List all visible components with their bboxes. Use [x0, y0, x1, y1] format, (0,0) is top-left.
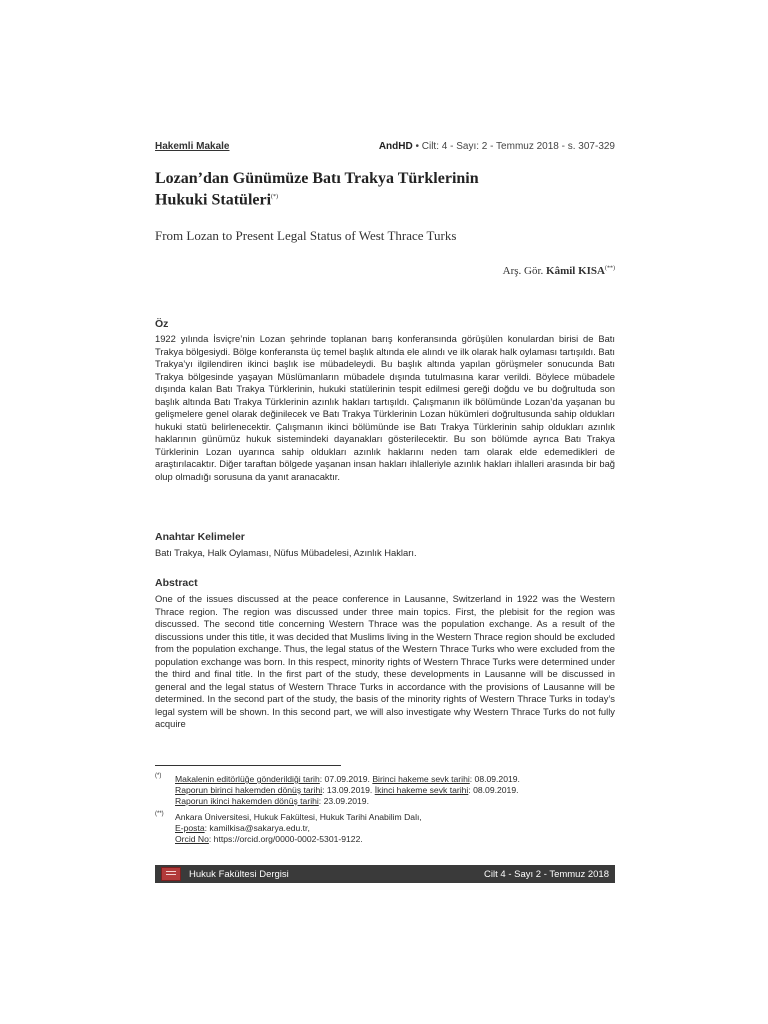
footnote-2 — [155, 812, 615, 845]
first-report-label: Raporun birinci hakemden dönüş tarihi — [175, 785, 323, 795]
author-footnote-mark: (**) — [605, 265, 615, 272]
oz-text: 1922 yılında İsviçre’nin Lozan şehrinde toplanan barış konferansında görüşülen konulardan birisi de Batı Trakya bölgesiydi. Bölge konferansta üç temel başlık altında ele alındı ve ilk olarak halk oylaması tartışıldı. Batı Trakya’yı ilgilendiren ikinci başlık ise mübadeleydi. Bu başlık altında yapılan görüşmeler sonucunda Batı Trakya bölgesinde yaşayan Müslümanların mübadele dışında tutulmasına karar verildi. Böylece mübadele dışında kalan Batı Trakya Türklerinin, hukuki statülerinin tespit edilmesi gereği doğdu ve bu doğrultuda son başlık altında Batı Trakya Türklerinin azınlık hakları tartışıldı. Çalışmanın ilk bölümünde Lozan’da yaşanan bu gelişmelere genel olarak değinilecek ve Batı Trakya Türklerinin Lozan hükümleri doğrultusunda sahip oldukları hukuki statü belirlenecektir. Çalışmanın ikinci bölümünde ise Batı Trakya Türklerinin sahip oldukları azınlık haklarının günümüz hukuk sistemindeki dayanakları gösterilecektir. Bu son bölümde ayrıca Batı Trakya Türklerinin Lozan uyarınca sahip oldukları azınlık haklarını neden tam olarak elde edemedikleri de araştırılacaktır. Diğer taraftan bölgede yaşanan insan hakları ihlalleriyle azınlık hakları ihlalleri arasında bir bağ olup olmadığı sorusuna da yanıt aranacaktır. — [155, 333, 615, 483]
paper-page — [155, 0, 615, 1024]
title-line-2: Hukuki Statüleri — [155, 191, 272, 209]
article-title — [155, 169, 555, 209]
submitted-date-label: Makalenin editörlüğe gönderildiği tarih — [175, 774, 320, 784]
author-affiliation: Ankara Üniversitesi, Hukuk Fakültesi, Hukuk Tarihi Anabilim Dalı, — [175, 812, 422, 822]
book-logo-icon — [161, 867, 181, 881]
footer-issue: Cilt 4 - Sayı 2 - Temmuz 2018 — [484, 868, 609, 880]
orcid-label: Orcid No — [175, 834, 209, 844]
keywords-text: Batı Trakya, Halk Oylaması, Nüfus Mübadelesi, Azınlık Hakları. — [155, 547, 417, 558]
second-referee-value: : 08.09.2019. — [468, 785, 519, 795]
footnote-1-mark: (*) — [155, 773, 162, 779]
footnote-1-row-3 — [175, 796, 615, 807]
running-header — [155, 138, 615, 154]
footnote-1 — [155, 774, 615, 807]
first-referee-value: : 08.09.2019. — [469, 774, 520, 784]
email-label: E-posta — [175, 823, 205, 833]
footnote-2-mark: (**) — [155, 811, 164, 817]
first-report-value: : 13.09.2019. — [322, 785, 375, 795]
orcid-row — [175, 834, 615, 845]
abstract-text: One of the issues discussed at the peace conference in Lausanne, Switzerland in 1922 was the Western Thrace region. The region was discussed under three main topics. First, the plebisit for the region was discussed. The second title concerning Western Thrace was the population exchange. As a result of the discussions under this title, it was decided that Muslims living in the Western Thrace region should be excluded from the population exchange. Thus, the legal status of the Western Thrace Turks who were excluded from the population exchange was born. In this respect, minority rights of Western Thrace Turks were determined under the third and final title. In the first part of the study, these developments in Lausanne will be discussed in general and the legal status of Western Thrace Turks in accordance with the provisions of Lausanne will be determined. In the second part of the study, the basis of the minority rights of Western Thrace Turks in today’s legal system will be shown. In this second part, we will also investigate why Western Thrace Turks do not fully acquire — [155, 593, 615, 730]
title-line-1: Lozan’dan Günümüze Batı Trakya Türklerinin — [155, 170, 479, 187]
submitted-date-value: : 07.09.2019. — [319, 774, 373, 784]
orcid-value: : https://orcid.org/0000-0002-5301-9122. — [208, 834, 363, 844]
second-report-value: : 23.09.2019. — [318, 796, 369, 806]
journal-abbreviation: AndHD — [378, 140, 413, 152]
english-title: From Lozan to Present Legal Status of West Thrace Turks — [155, 228, 457, 243]
second-referee-label: İkinci hakeme sevk tarihi — [374, 785, 469, 795]
author-name: Kâmil KISA — [546, 265, 605, 277]
oz-heading: Öz — [155, 318, 169, 330]
email-row — [175, 823, 615, 834]
footnote-1-row-2 — [175, 785, 615, 796]
title-footnote-mark: (*) — [271, 194, 279, 200]
page-footer — [155, 865, 615, 883]
email-value: : kamilkisa@sakarya.edu.tr, — [204, 823, 310, 833]
issue-info: Cilt: 4 - Sayı: 2 - Temmuz 2018 - s. 307-329 — [421, 140, 615, 152]
journal-issue-info — [379, 141, 615, 152]
footnote-divider — [155, 765, 341, 766]
keywords-heading: Anahtar Kelimeler — [155, 531, 245, 543]
abstract-heading: Abstract — [155, 577, 198, 589]
footer-journal-name: Hukuk Fakültesi Dergisi — [189, 868, 289, 880]
second-report-label: Raporun ikinci hakemden dönüş tarihi — [175, 796, 319, 806]
header-bullet: • — [412, 140, 422, 152]
author-line — [155, 265, 615, 277]
article-type: Hakemli Makale — [155, 140, 230, 152]
first-referee-label: Birinci hakeme sevk tarihi — [372, 774, 470, 784]
footnote-1-row-1 — [175, 774, 615, 785]
footer-journal — [155, 867, 289, 881]
author-title: Arş. Gör. — [502, 265, 547, 277]
